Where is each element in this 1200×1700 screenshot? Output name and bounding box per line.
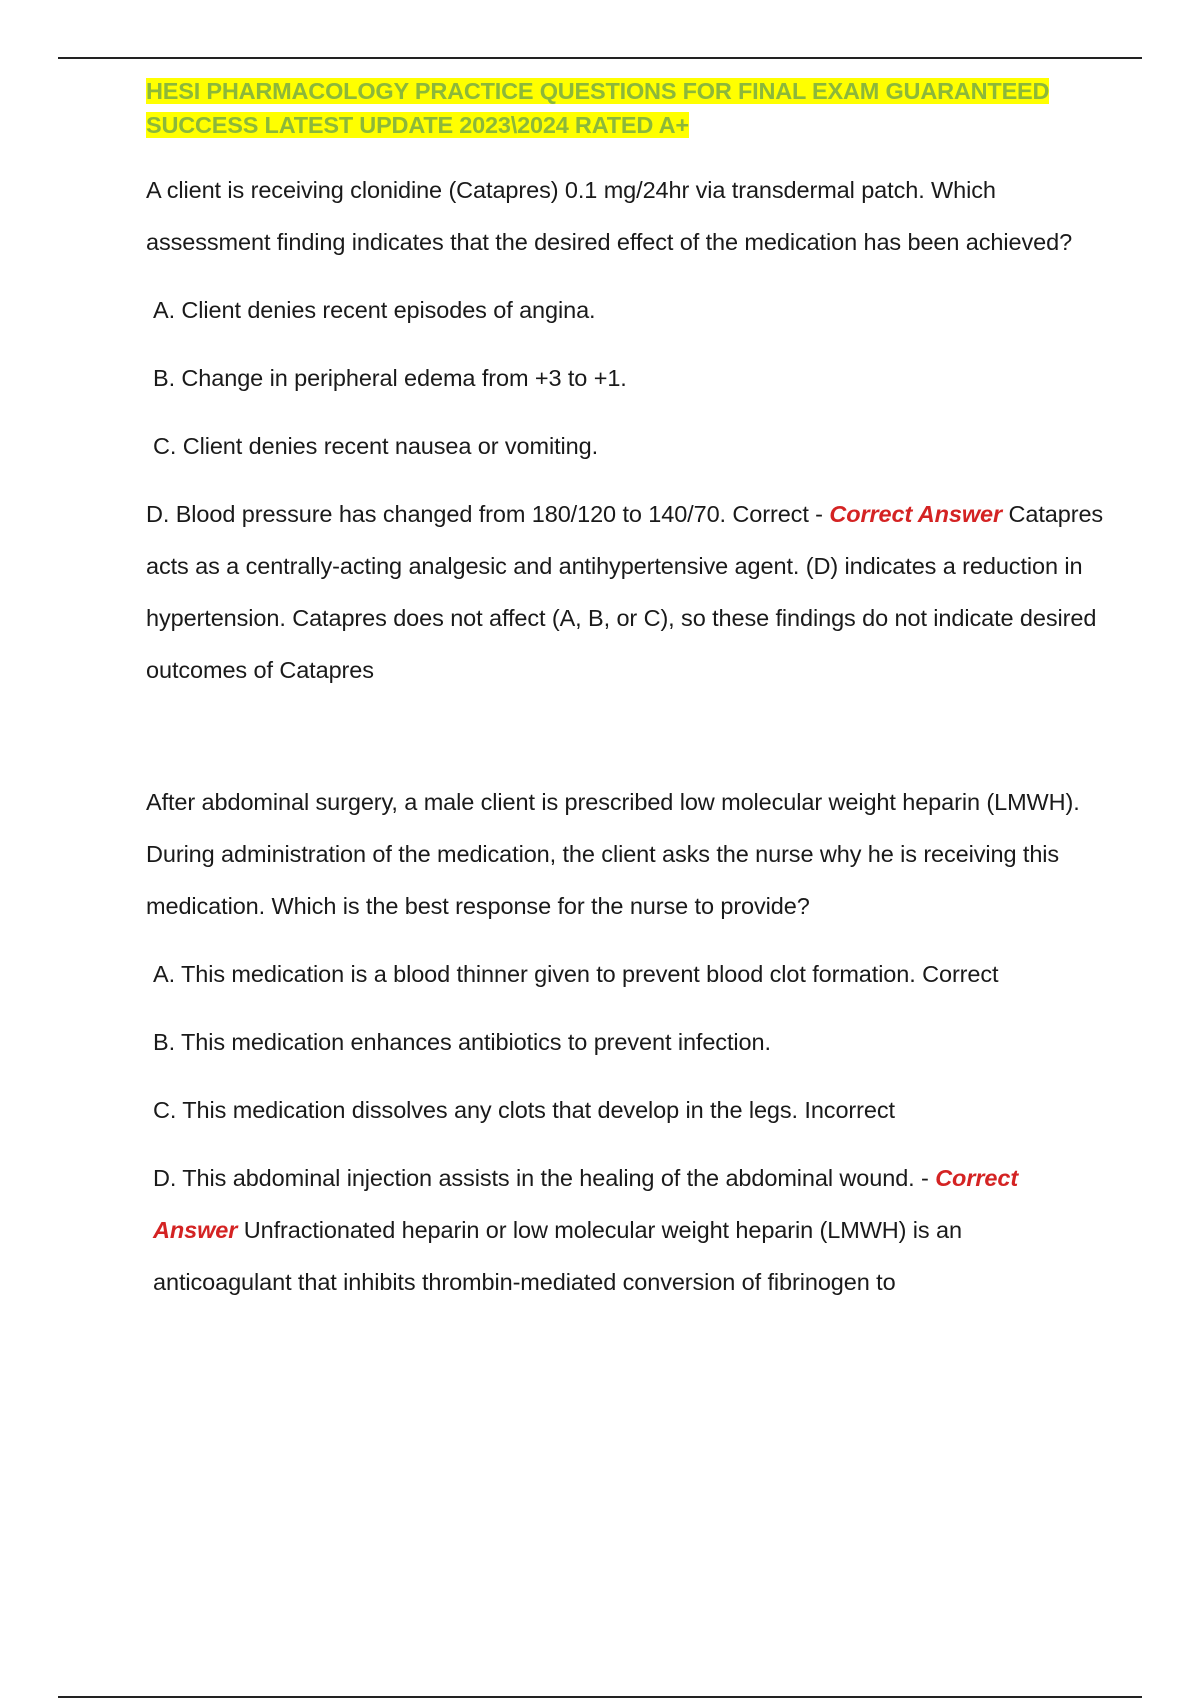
question-2-stem: After abdominal surgery, a male client is prescribed low molecular weight heparin (LMWH). During administration of the medication, the client asks the nurse why he is receiving this medication. Which is the best response for the nurse to provide? (146, 789, 1080, 919)
question-1-option-a: A. Client denies recent episodes of angina. (153, 297, 596, 323)
question-2-option-c: C. This medication dissolves any clots that develop in the legs. Incorrect (153, 1097, 895, 1123)
question-2-option-a: A. This medication is a blood thinner given to prevent blood clot formation. Correct (153, 961, 999, 987)
question-1-correct-answer-label: Correct Answer (829, 501, 1003, 527)
top-rule (58, 57, 1142, 59)
bottom-rule (58, 1696, 1142, 1698)
title-highlight: HESI PHARMACOLOGY PRACTICE QUESTIONS FOR FINAL EXAM GUARANTEED SUCCESS LATEST UPDATE 2023\2024 RATED A+ (146, 78, 1050, 138)
question-1-option-d: D. Blood pressure has changed from 180/120 to 140/70. Correct - (146, 501, 823, 527)
question-1-stem: A client is receiving clonidine (Catapres) 0.1 mg/24hr via transdermal patch. Which assessment finding indicates that the desired effect of the medication has been achieved? (146, 177, 1073, 255)
document-body (146, 74, 1106, 1308)
question-2-option-d: D. This abdominal injection assists in the healing of the abdominal wound. - (153, 1165, 929, 1191)
question-2-answer-block (146, 1152, 1106, 1308)
question-2 (146, 776, 1106, 1308)
question-1-answer-block (146, 488, 1106, 696)
question-1-option-c: C. Client denies recent nausea or vomiting. (153, 433, 599, 459)
document-title (146, 74, 1106, 142)
question-2-correct-answer-label: Correct Answer (153, 1165, 1019, 1243)
question-2-rationale: Unfractionated heparin or low molecular weight heparin (LMWH) is an anticoagulant that inhibits thrombin-mediated conversion of fibrinogen to (153, 1217, 962, 1295)
question-2-option-b: B. This medication enhances antibiotics to prevent infection. (153, 1029, 771, 1055)
question-1 (146, 164, 1106, 696)
question-1-rationale: Catapres acts as a centrally-acting analgesic and antihypertensive agent. (D) indicates a reduction in hypertension. Catapres does not affect (A, B, or C), so these findings do not indicate desired outcomes of Catapres (146, 501, 1104, 683)
question-1-option-b: B. Change in peripheral edema from +3 to +1. (153, 365, 627, 391)
